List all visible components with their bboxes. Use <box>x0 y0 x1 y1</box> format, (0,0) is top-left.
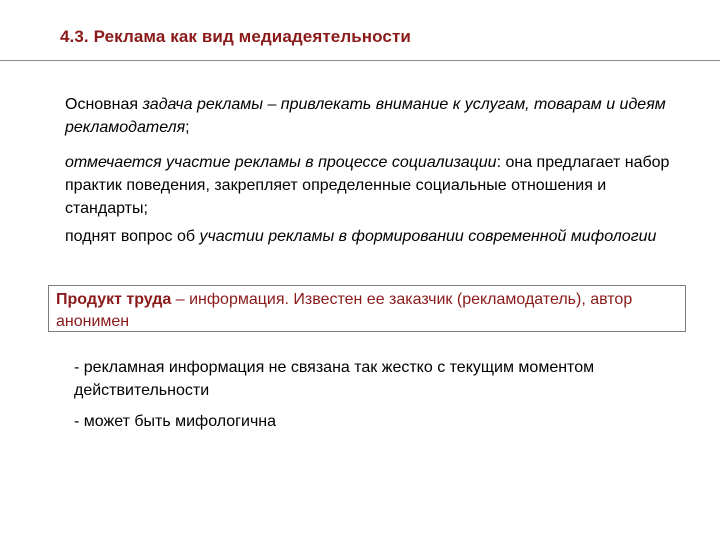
product-box-text: – информация. Известен ее заказчик (рекламодатель), автор анонимен <box>56 291 633 330</box>
paragraph-socialization <box>65 151 685 220</box>
slide-title: 4.3. Реклама как вид медиадеятельности <box>60 27 411 46</box>
paragraph-italic-text: участии рекламы в формировании современной мифологии <box>199 228 657 245</box>
paragraph-text: : она предлагает набор практик поведения, закрепляет определенные социальные отношения и стандарты; <box>65 154 670 217</box>
paragraph-text: Основная <box>65 96 143 113</box>
list-item: - рекламная информация не связана так жестко с текущим моментом действительности <box>74 359 595 399</box>
paragraph-italic-text: задача рекламы – привлекать внимание к услугам, товарам и идеям рекламодателя <box>65 96 666 136</box>
paragraph-mythology <box>65 225 685 248</box>
paragraph-italic-text: отмечается участие рекламы в процессе социализации <box>65 154 497 171</box>
paragraph-text: ; <box>185 119 190 136</box>
title-divider <box>0 60 720 61</box>
product-box-bold-label: Продукт труда <box>56 291 172 308</box>
list-item: - может быть мифологична <box>74 413 277 430</box>
paragraph-text: поднят вопрос об <box>65 228 200 245</box>
paragraph-main-task <box>65 93 685 139</box>
product-of-labor-box <box>48 285 686 332</box>
